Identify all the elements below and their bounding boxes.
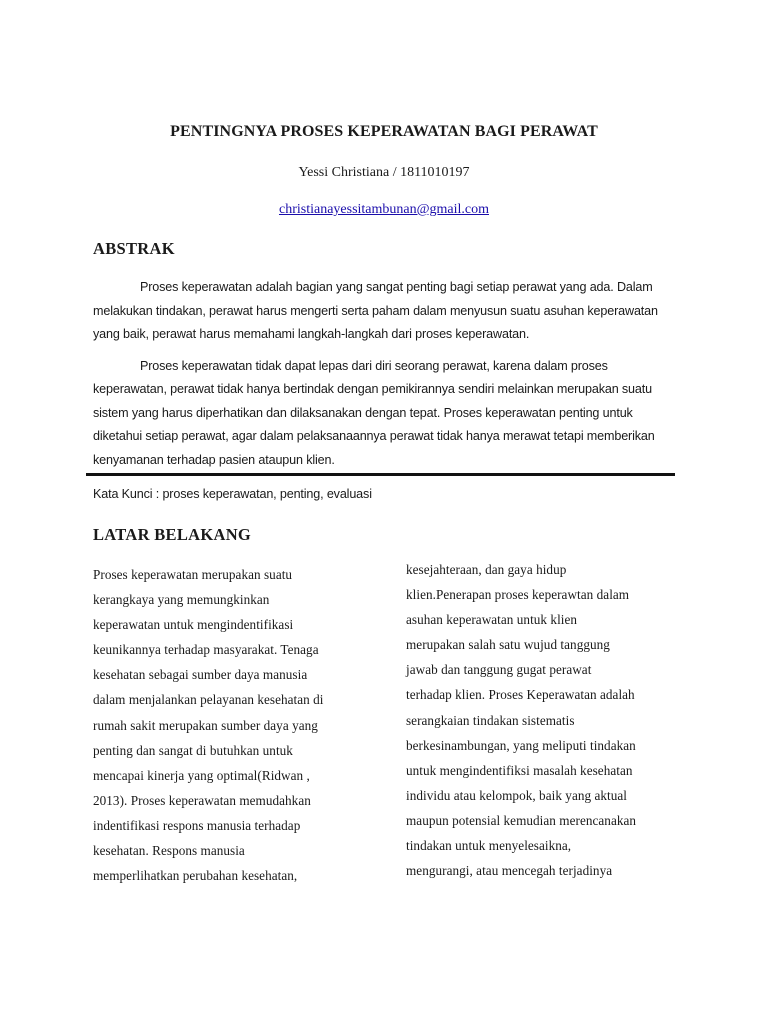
abstract-paragraph-1: Proses keperawatan adalah bagian yang sangat penting bagi setiap perawat yang ada. Dalam melakukan tindakan, perawat harus mengerti serta paham dalam menyusun suatu asuhan keperawatan yang baik, perawat harus memahami langkah-langkah dari proses keperawatan.	[93, 280, 658, 341]
latar-belakang-heading: LATAR BELAKANG	[93, 525, 252, 544]
right-column-line: merupakan salah satu wujud tanggung	[406, 637, 610, 653]
email-link[interactable]: christianayessitambunan@gmail.com	[278, 202, 489, 217]
author-line: Yessi Christiana / 1811010197	[298, 165, 470, 180]
left-column-line: 2013). Proses keperawatan memudahkan	[93, 792, 311, 808]
right-column-line: berkesinambungan, yang meliputi tindakan	[406, 737, 636, 753]
left-text-column	[93, 562, 393, 888]
left-column-line: Proses keperawatan merupakan suatu	[93, 567, 293, 582]
abstract-paragraph-2: Proses keperawatan tidak dapat lepas dari diri seorang perawat, karena dalam proses keperawatan, perawat tidak hanya bertindak dengan pemikirannya sendiri melainkan merupakan suatu sistem yang harus diperhatikan dan dilaksanakan dengan tepat. Proses keperawatan penting untuk diketahui setiap perawat, agar dalam pelaksanaannya perawat tidak hanya merawat tetapi memberikan kenyamanan terhadap pasien ataupun klien.	[93, 358, 655, 467]
right-column-line: mengurangi, atau mencegah terjadinya	[406, 863, 613, 879]
author-email	[0, 202, 768, 218]
keywords-line: Kata Kunci : proses keperawatan, penting, evaluasi	[93, 487, 372, 501]
left-column-line: keperawatan untuk mengindentifikasi	[93, 617, 294, 633]
section-divider	[86, 473, 675, 476]
left-column-line: indentifikasi respons manusia terhadap	[93, 817, 301, 833]
right-column-line: kesejahteraan, dan gaya hidup	[406, 562, 567, 577]
right-column-line: serangkaian tindakan sistematis	[406, 712, 575, 728]
right-column-line: untuk mengindentifiksi masalah kesehatan	[406, 762, 633, 778]
right-column-line: klien.Penerapan proses keperawtan dalam	[406, 587, 630, 603]
left-column-line: kesehatan sebagai sumber daya manusia	[93, 667, 308, 683]
left-column-line: dalam menjalankan pelayanan kesehatan di	[93, 692, 324, 708]
right-column-line: maupun potensial kemudian merencanakan	[406, 812, 637, 828]
abstract-body	[93, 276, 675, 480]
left-column-line: keunikannya terhadap masyarakat. Tenaga	[93, 642, 319, 658]
left-column-line: kerangkaya yang memungkinkan	[93, 592, 270, 608]
left-column-line: rumah sakit merupakan sumber daya yang	[93, 717, 318, 733]
right-text-column	[406, 557, 691, 883]
right-column-line: tindakan untuk menyelesaikna,	[406, 838, 572, 854]
left-column-line: kesehatan. Respons manusia	[93, 843, 245, 859]
left-column-line: memperlihatkan perubahan kesehatan,	[93, 868, 298, 884]
left-column-line: mencapai kinerja yang optimal(Ridwan ,	[93, 767, 310, 783]
document-title: PENTINGNYA PROSES KEPERAWATAN BAGI PERAWAT	[170, 123, 598, 140]
abstract-heading: ABSTRAK	[93, 239, 175, 258]
left-column-line: penting dan sangat di butuhkan untuk	[93, 742, 293, 758]
right-column-line: individu atau kelompok, baik yang aktual	[406, 787, 628, 803]
right-column-line: terhadap klien. Proses Keperawatan adalah	[406, 687, 635, 703]
right-column-line: asuhan keperawatan untuk klien	[406, 612, 578, 628]
right-column-line: jawab dan tanggung gugat perawat	[406, 662, 592, 678]
